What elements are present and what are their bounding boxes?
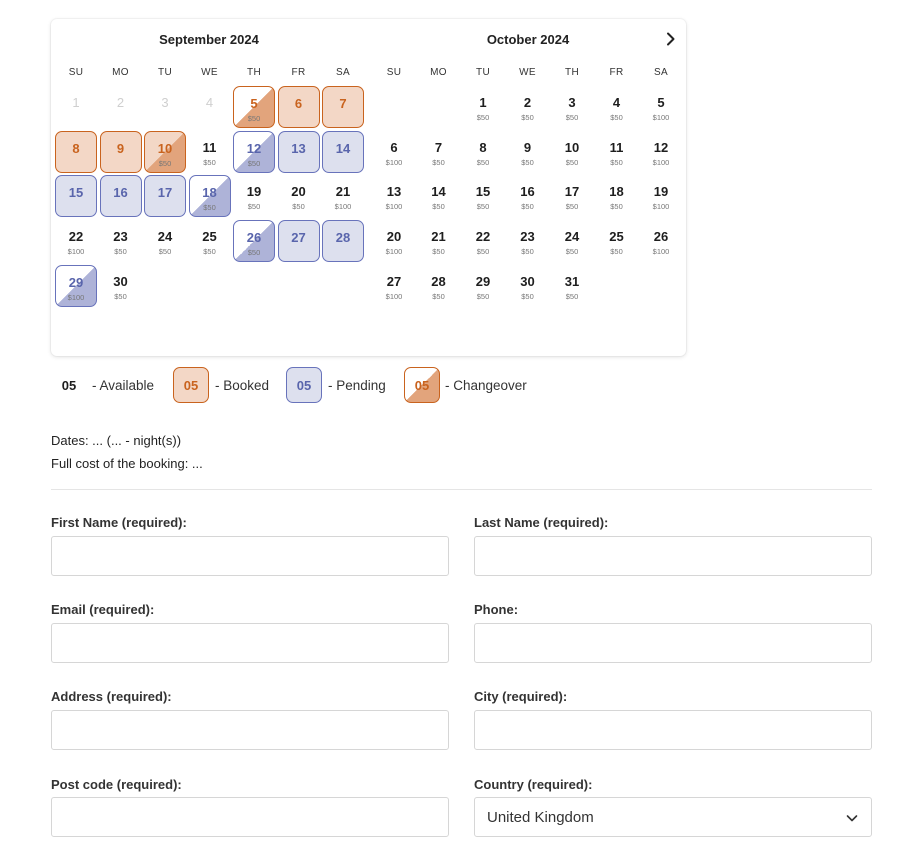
weekday-header: TH bbox=[565, 67, 579, 78]
calendar-day-price: $50 bbox=[432, 157, 445, 167]
calendar-day bbox=[144, 86, 186, 128]
address-input[interactable] bbox=[51, 710, 449, 750]
calendar-day[interactable] bbox=[462, 131, 504, 173]
calendar-day[interactable] bbox=[144, 131, 186, 173]
calendar-day-price: $100 bbox=[652, 202, 670, 212]
calendar-day-price: $50 bbox=[565, 202, 579, 212]
calendar-day-price: $50 bbox=[610, 157, 623, 167]
legend-changeover-label: - Changeover bbox=[445, 378, 527, 393]
calendar-day-price: $50 bbox=[158, 247, 172, 257]
calendar-day-number: 6 bbox=[390, 139, 398, 155]
calendar-day-price: $100 bbox=[652, 247, 670, 257]
address-label: Address (required): bbox=[51, 689, 172, 704]
calendar-day-number: 20 bbox=[291, 184, 306, 200]
booking-dates-summary: Dates: ... (... - night(s)) bbox=[51, 433, 182, 448]
calendar-day-number: 19 bbox=[246, 184, 262, 200]
calendar-day-number: 2 bbox=[523, 95, 532, 110]
calendar-day-price: $50 bbox=[521, 291, 534, 301]
calendar-day-number: 30 bbox=[520, 273, 535, 289]
weekday-header: TU bbox=[476, 67, 490, 78]
calendar-day[interactable] bbox=[278, 220, 320, 262]
calendar-day bbox=[100, 86, 142, 128]
calendar-day[interactable] bbox=[596, 220, 638, 262]
calendar-day-number: 11 bbox=[609, 139, 624, 155]
calendar-day-number: 24 bbox=[564, 229, 580, 245]
first-name-input[interactable] bbox=[51, 536, 449, 576]
calendar-day bbox=[55, 86, 97, 128]
calendar-day-price: $50 bbox=[565, 247, 579, 257]
month-title-october: October 2024 bbox=[486, 32, 570, 47]
calendar-day-price: $50 bbox=[432, 202, 445, 212]
calendar-day-price: $50 bbox=[610, 202, 623, 212]
calendar-day-number: 27 bbox=[291, 230, 306, 246]
first-name-label: First Name (required): bbox=[51, 515, 187, 530]
calendar-day-number: 28 bbox=[431, 273, 446, 289]
calendar-day-price: $50 bbox=[521, 113, 534, 122]
calendar-day-number: 4 bbox=[612, 95, 621, 110]
calendar-day-number: 13 bbox=[386, 184, 402, 200]
booking-cost-summary: Full cost of the booking: ... bbox=[51, 456, 203, 471]
calendar-day-price: $50 bbox=[476, 247, 490, 257]
calendar-day[interactable] bbox=[418, 131, 460, 173]
calendar-day-price: $50 bbox=[247, 248, 261, 258]
calendar-day-price: $50 bbox=[114, 291, 127, 301]
calendar-day-number: 10 bbox=[157, 140, 173, 156]
calendar-day[interactable] bbox=[144, 175, 186, 217]
calendar-day-price: $100 bbox=[652, 157, 670, 167]
email-label: Email (required): bbox=[51, 602, 155, 617]
calendar-day-number: 7 bbox=[339, 96, 347, 111]
country-select[interactable] bbox=[474, 797, 872, 837]
booking-calendar bbox=[51, 19, 686, 356]
calendar-day[interactable] bbox=[100, 131, 142, 173]
calendar-day-number: 21 bbox=[335, 184, 351, 200]
phone-label: Phone: bbox=[474, 602, 519, 617]
calendar-day-price: $50 bbox=[247, 158, 261, 168]
chevron-right-icon bbox=[665, 32, 677, 46]
calendar-day-price: $50 bbox=[432, 247, 445, 257]
calendar-day[interactable] bbox=[373, 175, 415, 217]
month-title-september: September 2024 bbox=[159, 32, 259, 47]
calendar-day-number: 30 bbox=[113, 273, 128, 289]
calendar-day[interactable] bbox=[551, 220, 593, 262]
calendar-day-number: 17 bbox=[564, 184, 580, 200]
calendar-day-number: 8 bbox=[72, 140, 80, 156]
calendar-day-number: 18 bbox=[202, 185, 217, 201]
calendar-day[interactable] bbox=[373, 220, 415, 262]
calendar-day[interactable] bbox=[640, 131, 682, 173]
country-label: Country (required): bbox=[474, 777, 593, 792]
calendar-day-number: 19 bbox=[653, 184, 669, 200]
calendar-day[interactable] bbox=[596, 86, 638, 128]
calendar-day-number: 24 bbox=[157, 229, 173, 245]
weekday-header: SU bbox=[68, 67, 84, 78]
calendar-day[interactable] bbox=[640, 175, 682, 217]
calendar-day-number: 16 bbox=[520, 184, 535, 200]
calendar-day-number: 23 bbox=[520, 229, 535, 245]
calendar-day[interactable] bbox=[55, 131, 97, 173]
calendar-day-price: $50 bbox=[476, 157, 490, 167]
calendar-day-price: $50 bbox=[476, 113, 490, 122]
weekday-header: SA bbox=[336, 67, 350, 78]
calendar-day-number: 14 bbox=[431, 184, 446, 200]
calendar-day bbox=[189, 86, 231, 128]
calendar-day[interactable] bbox=[507, 131, 549, 173]
calendar-day-number: 28 bbox=[335, 230, 351, 246]
calendar-day[interactable] bbox=[100, 175, 142, 217]
calendar-day-price: $50 bbox=[203, 203, 216, 213]
divider bbox=[51, 489, 872, 490]
calendar-day-price: $50 bbox=[247, 114, 261, 123]
calendar-day[interactable] bbox=[551, 131, 593, 173]
legend-booked-sample: 05 bbox=[173, 367, 209, 403]
calendar-day-price: $100 bbox=[385, 291, 403, 301]
calendar-day[interactable] bbox=[322, 131, 364, 173]
calendar-day-price: $50 bbox=[158, 158, 172, 168]
calendar-day-number: 15 bbox=[475, 184, 491, 200]
phone-input[interactable] bbox=[474, 623, 872, 663]
legend-changeover-sample: 05 bbox=[404, 367, 440, 403]
calendar-day[interactable] bbox=[278, 86, 320, 128]
calendar-day-number: 26 bbox=[246, 230, 262, 246]
last-name-label: Last Name (required): bbox=[474, 515, 609, 530]
city-label: City (required): bbox=[474, 689, 568, 704]
calendar-day-price: $50 bbox=[565, 113, 579, 122]
calendar-day[interactable] bbox=[373, 265, 415, 307]
calendar-day[interactable] bbox=[551, 86, 593, 128]
calendar-day-price: $100 bbox=[652, 113, 670, 122]
weekday-header: SU bbox=[386, 67, 402, 78]
calendar-day-number: 9 bbox=[523, 139, 532, 155]
calendar-day-number: 25 bbox=[202, 229, 217, 245]
weekday-header: TU bbox=[158, 67, 172, 78]
calendar-day-price: $50 bbox=[247, 202, 261, 212]
calendar-day-number: 29 bbox=[475, 273, 491, 289]
weekday-header: WE bbox=[201, 67, 218, 78]
legend-available-sample: 05 bbox=[61, 377, 77, 393]
email-input[interactable] bbox=[51, 623, 449, 663]
calendar-day[interactable] bbox=[278, 175, 320, 217]
calendar-day-price: $50 bbox=[292, 202, 305, 212]
calendar-day-number: 15 bbox=[68, 185, 84, 201]
calendar-day[interactable] bbox=[233, 220, 275, 262]
city-input[interactable] bbox=[474, 710, 872, 750]
legend-booked-label: - Booked bbox=[215, 378, 270, 393]
calendar-day[interactable] bbox=[233, 86, 275, 128]
calendar-day-price: $100 bbox=[334, 202, 352, 212]
legend-available-label: - Available bbox=[92, 378, 155, 393]
calendar-day[interactable] bbox=[596, 131, 638, 173]
calendar-day-number: 22 bbox=[68, 229, 84, 245]
calendar-day[interactable] bbox=[507, 265, 549, 307]
calendar-day-number: 20 bbox=[386, 229, 402, 245]
calendar-day-price: $100 bbox=[385, 247, 403, 257]
calendar-day-price: $50 bbox=[610, 113, 623, 122]
calendar-day[interactable] bbox=[640, 220, 682, 262]
calendar-day[interactable] bbox=[418, 265, 460, 307]
calendar-day[interactable] bbox=[278, 131, 320, 173]
calendar-day[interactable] bbox=[640, 86, 682, 128]
calendar-day-number: 6 bbox=[294, 96, 303, 111]
calendar-day-number: 3 bbox=[161, 95, 169, 110]
calendar-day[interactable] bbox=[462, 86, 504, 128]
calendar-day-price: $50 bbox=[521, 247, 534, 257]
calendar-day-number: 29 bbox=[68, 274, 84, 290]
calendar-day-number: 25 bbox=[609, 229, 624, 245]
calendar-day[interactable] bbox=[55, 265, 97, 307]
calendar-day-number: 10 bbox=[564, 139, 580, 155]
next-month-button[interactable] bbox=[661, 29, 681, 49]
calendar-day-number: 8 bbox=[479, 139, 487, 155]
calendar-day[interactable] bbox=[144, 220, 186, 262]
calendar-day[interactable] bbox=[462, 175, 504, 217]
calendar-day-number: 16 bbox=[113, 185, 128, 201]
calendar-day-price: $100 bbox=[385, 157, 403, 167]
weekday-header: SA bbox=[654, 67, 668, 78]
calendar-day[interactable] bbox=[55, 175, 97, 217]
calendar-day-price: $50 bbox=[203, 247, 216, 257]
calendar-day[interactable] bbox=[507, 86, 549, 128]
calendar-day[interactable] bbox=[233, 131, 275, 173]
calendar-day-number: 12 bbox=[653, 139, 669, 155]
post-code-input[interactable] bbox=[51, 797, 449, 837]
chevron-down-icon bbox=[845, 811, 859, 825]
calendar-day-number: 13 bbox=[291, 140, 306, 156]
weekday-header: WE bbox=[519, 67, 536, 78]
calendar-day-price: $50 bbox=[565, 157, 579, 167]
calendar-day[interactable] bbox=[100, 265, 142, 307]
calendar-day-number: 1 bbox=[72, 95, 80, 110]
calendar-day[interactable] bbox=[418, 220, 460, 262]
calendar-day[interactable] bbox=[462, 265, 504, 307]
weekday-header: FR bbox=[291, 67, 306, 78]
weekday-header: FR bbox=[609, 67, 624, 78]
calendar-day-price: $100 bbox=[385, 202, 403, 212]
calendar-day-number: 18 bbox=[609, 184, 624, 200]
weekday-header: TH bbox=[247, 67, 261, 78]
calendar-day[interactable] bbox=[233, 175, 275, 217]
calendar-day[interactable] bbox=[55, 220, 97, 262]
calendar-day[interactable] bbox=[507, 175, 549, 217]
calendar-day-number: 26 bbox=[653, 229, 669, 245]
calendar-day-number: 9 bbox=[116, 140, 125, 156]
weekday-header: MO bbox=[430, 67, 447, 78]
calendar-day-number: 7 bbox=[434, 139, 443, 155]
calendar-day-number: 3 bbox=[568, 95, 576, 110]
calendar-day-number: 17 bbox=[157, 185, 173, 201]
calendar-day-price: $50 bbox=[521, 202, 534, 212]
calendar-day-number: 22 bbox=[475, 229, 491, 245]
calendar-day-number: 5 bbox=[657, 95, 665, 110]
calendar-day-number: 21 bbox=[431, 229, 446, 245]
calendar-day[interactable] bbox=[322, 175, 364, 217]
calendar-day[interactable] bbox=[462, 220, 504, 262]
calendar-day-number: 4 bbox=[205, 95, 214, 110]
calendar-day[interactable] bbox=[189, 131, 231, 173]
legend-pending-label: - Pending bbox=[328, 378, 386, 393]
calendar-day[interactable] bbox=[507, 220, 549, 262]
calendar-day-price: $100 bbox=[67, 247, 85, 257]
calendar-day-number: 1 bbox=[479, 95, 487, 110]
weekday-header: MO bbox=[112, 67, 129, 78]
calendar-day[interactable] bbox=[322, 86, 364, 128]
calendar-day-number: 2 bbox=[116, 95, 125, 110]
calendar-day-number: 23 bbox=[113, 229, 128, 245]
calendar-day-number: 11 bbox=[202, 139, 217, 155]
calendar-day-number: 5 bbox=[250, 96, 258, 111]
calendar-day-price: $50 bbox=[114, 247, 127, 257]
calendar-day[interactable] bbox=[189, 220, 231, 262]
calendar-day-price: $50 bbox=[521, 157, 534, 167]
calendar-day[interactable] bbox=[418, 175, 460, 217]
calendar-day[interactable] bbox=[100, 220, 142, 262]
calendar-day-price: $50 bbox=[203, 157, 216, 167]
country-select-value: United Kingdom bbox=[487, 809, 594, 826]
calendar-day-price: $100 bbox=[67, 292, 85, 302]
calendar-day-price: $50 bbox=[432, 291, 445, 301]
calendar-day-number: 27 bbox=[386, 273, 402, 289]
calendar-day-number: 14 bbox=[335, 140, 351, 156]
calendar-day[interactable] bbox=[551, 175, 593, 217]
calendar-day[interactable] bbox=[373, 131, 415, 173]
calendar-day-number: 12 bbox=[246, 140, 262, 156]
calendar-day[interactable] bbox=[596, 175, 638, 217]
calendar-day[interactable] bbox=[551, 265, 593, 307]
calendar-day-price: $50 bbox=[565, 291, 579, 301]
calendar-day-price: $50 bbox=[476, 291, 490, 301]
post-code-label: Post code (required): bbox=[51, 777, 182, 792]
calendar-day-price: $50 bbox=[476, 202, 490, 212]
calendar-day[interactable] bbox=[322, 220, 364, 262]
last-name-input[interactable] bbox=[474, 536, 872, 576]
calendar-day-number: 31 bbox=[564, 273, 580, 289]
calendar-day-price: $50 bbox=[610, 247, 623, 257]
legend-pending-sample: 05 bbox=[286, 367, 322, 403]
calendar-day[interactable] bbox=[189, 175, 231, 217]
